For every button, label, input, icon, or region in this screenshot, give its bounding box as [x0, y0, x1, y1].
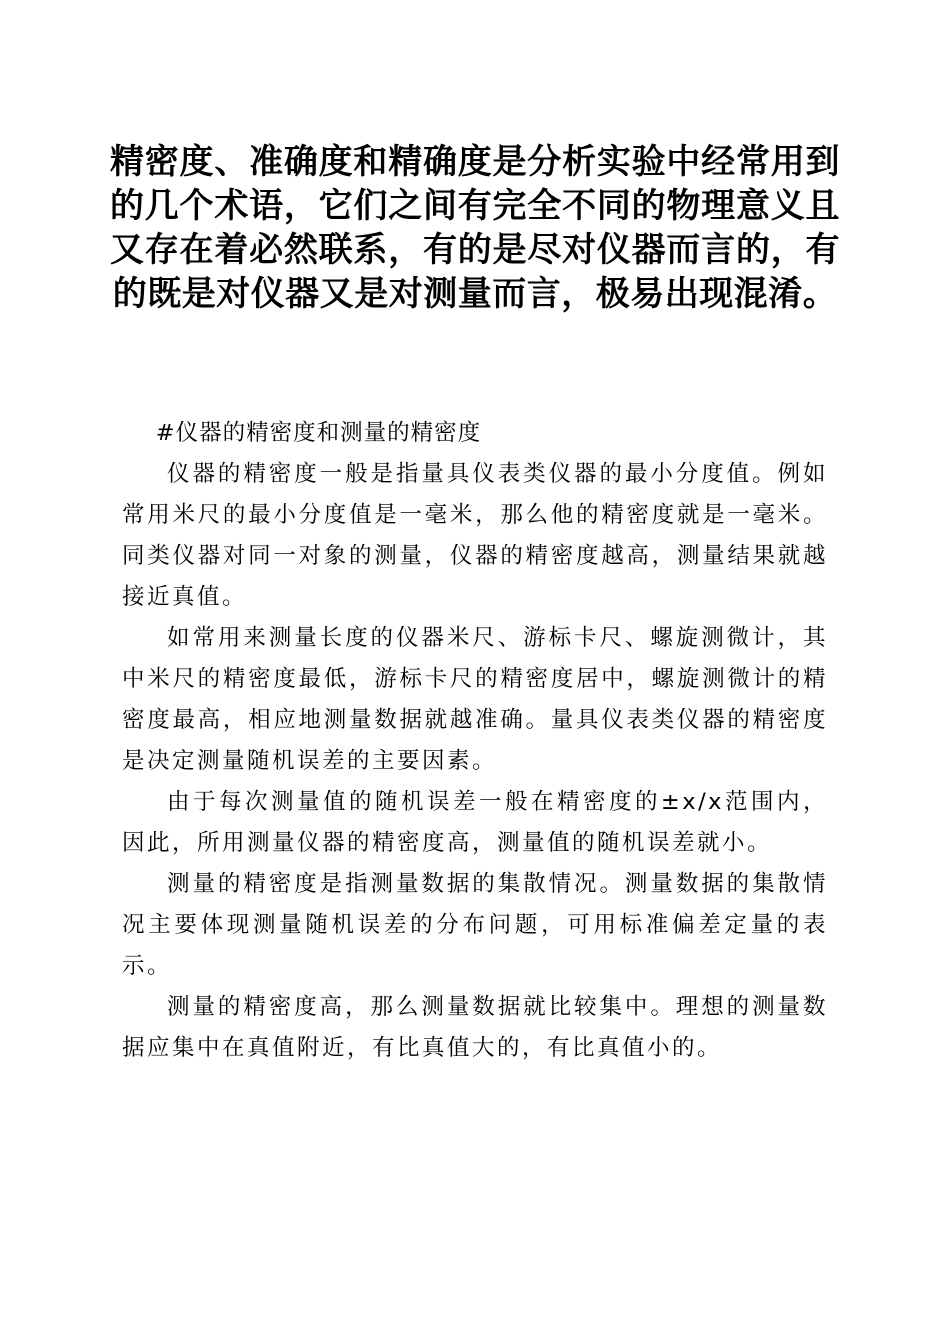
section-heading: #仪器的精密度和测量的精密度 — [155, 420, 482, 446]
paragraph: 测量的精密度高，那么测量数据就比较集中。理想的测量数据应集中在真值附近，有比真值大的，有比真值小的。 — [122, 994, 828, 1061]
paragraph: 由于每次测量值的随机误差一般在精密度的±x/x范围内，因此，所用测量仪器的精密度高，测量值的随机误差就小。 — [122, 789, 828, 856]
document-title: 精密度、准确度和精确度是分析实验中经常用到的几个术语，它们之间有完全不同的物理意义且又存在着必然联系，有的是尽对仪器而言的，有的既是对仪器又是对测量而言，极易出现混淆。 — [110, 142, 840, 314]
paragraph: 测量的精密度是指测量数据的集散情况。测量数据的集散情况主要体现测量随机误差的分布问题，可用标准偏差定量的表示。 — [122, 871, 828, 979]
paragraph: 仪器的精密度一般是指量具仪表类仪器的最小分度值。例如常用米尺的最小分度值是一毫米，那么他的精密度就是一毫米。同类仪器对同一对象的测量，仪器的精密度越高，测量结果就越接近真值。 — [122, 461, 828, 610]
document-body — [122, 413, 828, 1069]
paragraph: 如常用来测量长度的仪器米尺、游标卡尺、螺旋测微计，其中米尺的精密度最低，游标卡尺的精密度居中，螺旋测微计的精密度最高，相应地测量数据就越准确。量具仪表类仪器的精密度是决定测量随机误差的主要因素。 — [122, 625, 828, 774]
